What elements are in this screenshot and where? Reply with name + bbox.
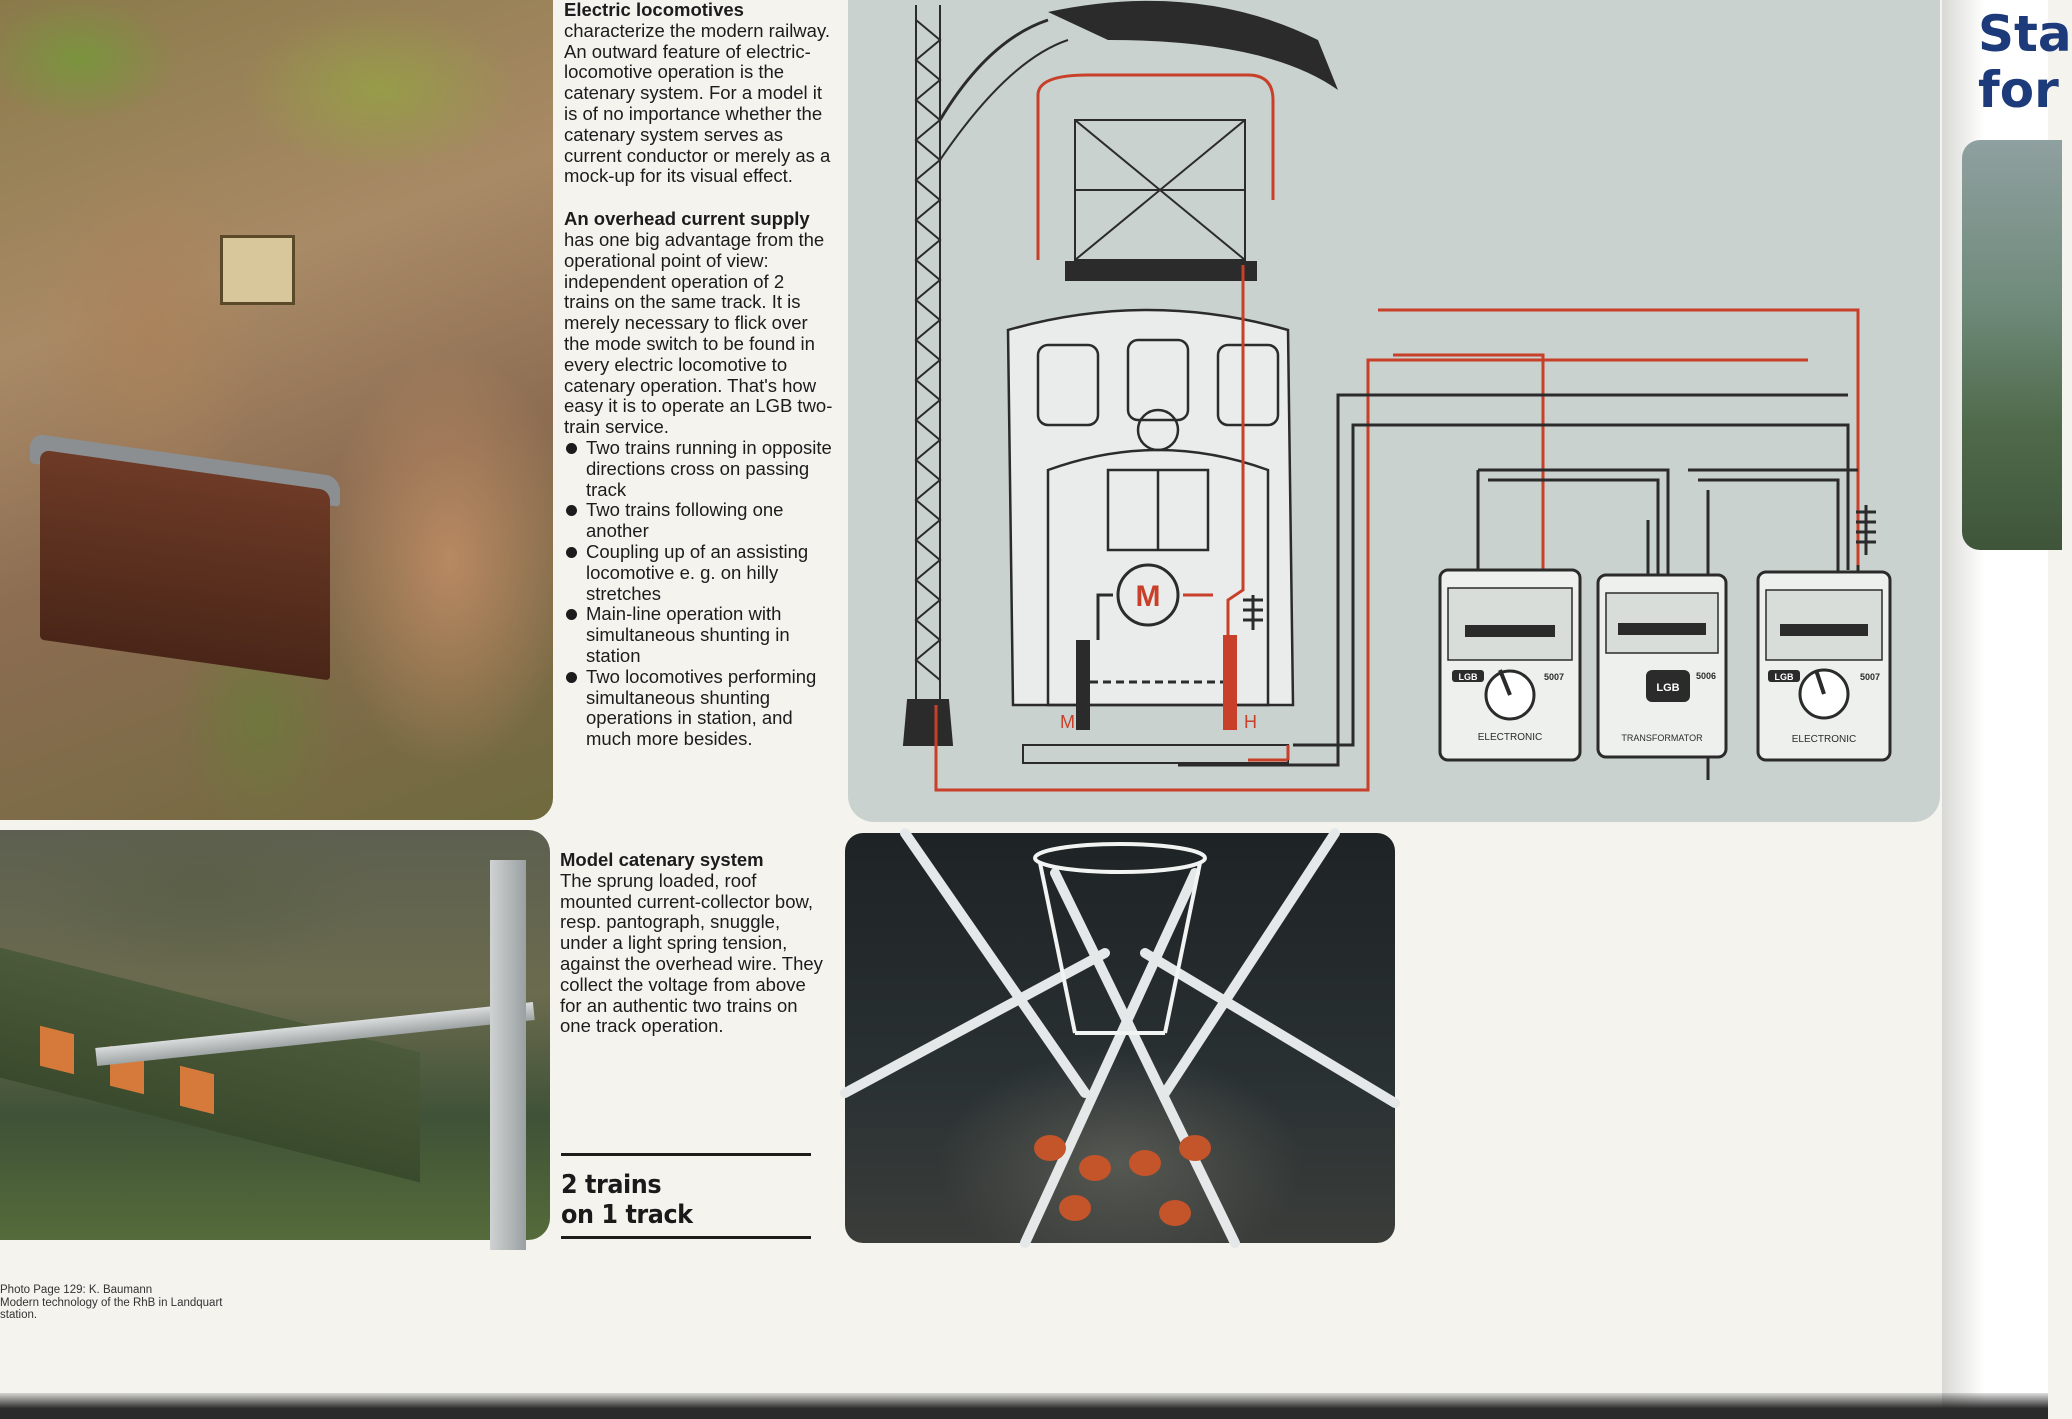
wiring-diagram [848,0,1940,822]
photo-mast [490,860,526,1250]
text-column-intro [564,0,834,750]
unit-name: ELECTRONIC [1477,732,1543,743]
caption-line: Modern technology of the RhB in Landquart [0,1296,223,1309]
locomotive-body [1008,310,1293,705]
title-line-1: 2 trains [561,1170,662,1200]
list-item: Coupling up of an assisting locomotive e. g. on hilly stretches [564,542,834,604]
controller-unit-1 [1440,570,1580,760]
controller-unit-2 [1758,572,1890,760]
list-item: Two trains following one another [564,500,834,542]
list-item: Two locomotives performing simultaneous shunting operations in station, and much more besides. [564,667,834,750]
list-item: Main-line operation with simultaneous shunting in station [564,604,834,666]
motor-label: M [1135,580,1161,613]
unit-name: TRANSFORMATOR [1621,733,1703,743]
list-item: Two trains running in opposite directions cross on passing track [564,438,834,500]
unit-number: 5006 [1695,671,1716,681]
unit-number: 5007 [1543,672,1564,682]
switch-label-h: H [1244,712,1257,732]
intro-body: characterize the modern railway. An outward feature of electric-locomotive operation is the catenary system. For a model it is of no importance whether the catenary system serves as current conductor or merely as a mock-up for its visual effect. [564,19,831,187]
photo-pantograph-closeup [845,833,1395,1243]
heading-electric-locomotives: Electric locomotives [564,0,744,20]
pantograph [1066,120,1256,280]
photo-wagon [40,450,330,681]
photo-coach-window [40,1026,74,1074]
unit-brand: LGB [1458,672,1478,682]
caption-line: Photo Page 129: K. Baumann [0,1284,153,1296]
heading-model-catenary-system: Model catenary system [560,849,764,870]
adjacent-page-heading: Sta for [1978,5,2072,119]
unit-name: ELECTRONIC [1791,734,1857,745]
model-catenary-body: The sprung loaded, roof mounted current-collector bow, resp. pantograph, snuggle, under a light spring tension, against the overhead wire. They collect the voltage from above for an authentic two trains on one track operation. [560,869,823,1037]
transformer-unit [1598,575,1726,757]
title-line-2: on 1 track [561,1200,693,1230]
adjacent-page-edge [1942,0,2072,1419]
photo-caption [0,1284,260,1322]
section-title [561,1153,811,1239]
unit-number: 5007 [1859,672,1880,682]
text-column-model-catenary [560,850,830,1037]
photo-station-hut [220,235,295,305]
adjacent-page-photo [1962,140,2062,550]
advantages-list [564,438,834,750]
overhead-wire-arc [1048,1,1338,90]
page-bottom-shadow [0,1393,2048,1419]
photo-rock-cliff-train [0,0,553,820]
overhead-body: has one big advantage from the operational point of view: independent operation of 2 trains on the same track. It is merely necessary to flick over the mode switch to be found in every electric locomotive to catenary operation. That's how easy it is to operate an LGB two-train service. [564,228,833,438]
unit-brand: LGB [1656,682,1680,694]
motor-symbol [1118,565,1178,625]
photo-catenary-mast [0,830,550,1240]
diagram-svg [848,0,1940,822]
unit-brand: LGB [1774,672,1794,682]
photo-coach-window [180,1066,214,1114]
pantograph-photo-art [845,833,1395,1243]
switch-label-m: M [1060,712,1075,732]
heading-overhead-current-supply: An overhead current supply [564,208,810,230]
caption-line: station. [0,1309,38,1321]
